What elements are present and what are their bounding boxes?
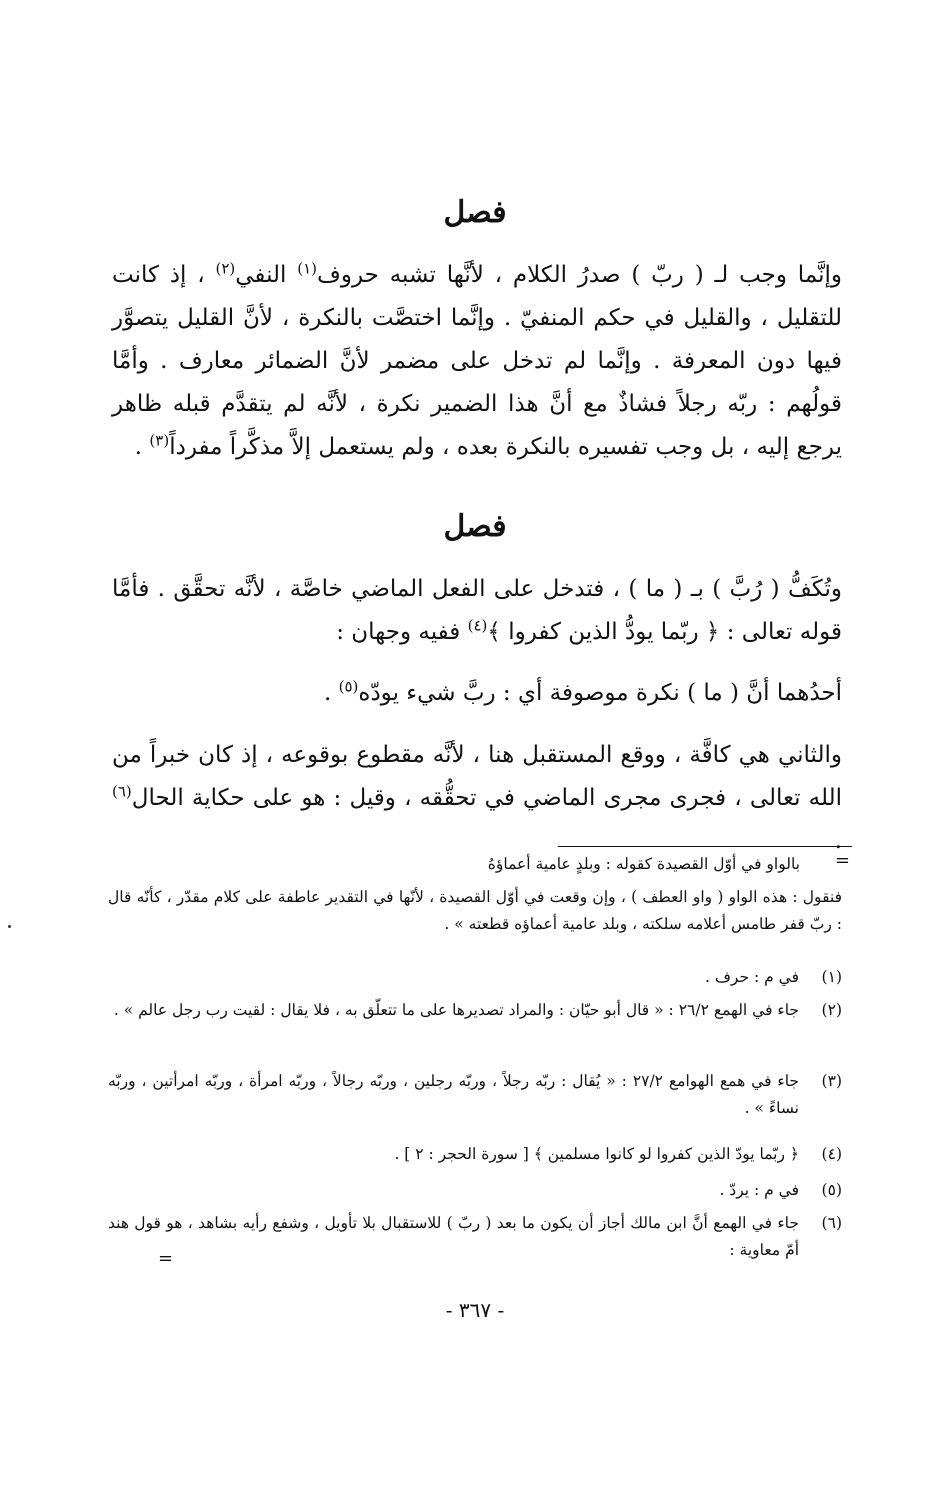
paragraph-3-text-b: . (323, 680, 332, 706)
paragraph-4 (112, 734, 842, 863)
paragraph-2-text-a: وتُكَفُّ ( رُبَّ ) بـ ( ما ) ، فتدخل على الفعل الماضي خاصَّة ، لأنَّه تحقَّق . فأمَّا قوله تعالى : ﴿ ربّما يودُّ الذين كفروا ﴾ (112, 576, 842, 645)
section-heading-1: فصل (443, 195, 507, 230)
paragraph-2 (112, 568, 842, 654)
scan-speck (8, 925, 11, 928)
footnote-number: (٢) (821, 1001, 842, 1019)
footnote-text: في م : يردّ . (719, 1181, 799, 1199)
footnote-ref-3: (٣) (149, 431, 170, 450)
paragraph-1-text-a: وإنَّما وجب لـ ( ربّ ) صدرُ الكلام ، لأنَّها تشبه حروف (317, 262, 843, 288)
footnote-ref-5: (٥) (338, 677, 359, 696)
paragraph-4-text-a: والثاني هي كافَّة ، ووقع المستقبل هنا ، لأنَّه مقطوع بوقوعه ، إذ كان خبراً من الله تعالى ، فجرى مجرى الماضي في تحقُّقه ، وقيل : هو على حكاية الحال (112, 742, 842, 811)
paragraph-3 (112, 672, 842, 715)
paragraph-1 (112, 254, 842, 469)
paragraph-3-text-a: أحدُهما أنَّ ( ما ) نكرة موصوفة أي : ربَّ شيء يودّه (358, 680, 842, 706)
footnote-number: (٦) (821, 1214, 842, 1232)
footnote-6 (108, 1210, 842, 1264)
footnote-1 (108, 964, 842, 991)
paragraph-1-text-c: ، إذ كانت للتقليل ، والقليل في حكم المنفيّ . وإنَّما اختصَّت بالنكرة ، لأنَّ القليل يتصوَّر فيها دون المعرفة . وإنَّما لم تدخل على مضمر لأنَّ الضمائر معارف . وأمَّا قولُهم : ربّه رجلاً فشاذٌ مع أنَّ هذا الضمير نكرة ، لأنَّه لم يتقدَّم قبله ظاهر يرجع إليه ، بل وجب تفسيره بالنكرة بعده ، ولم يستعمل إلاَّ مذكَّراً مفرداً (112, 262, 842, 460)
footnote-number: (٤) (821, 1145, 842, 1163)
footnote-separator (558, 846, 852, 847)
footnote-3 (108, 1068, 842, 1122)
continuation-mark-top: = (834, 850, 850, 871)
footnote-number: (٣) (821, 1072, 842, 1090)
paragraph-4-text-b: . (834, 828, 842, 854)
paragraph-1-text-d: . (134, 434, 143, 460)
footnote-text: ﴿ ربّما يودّ الذين كفروا لو كانوا مسلمين ﴾ [ سورة الحجر : ٢ ] . (394, 1145, 799, 1163)
footnote-ref-2: (٢) (215, 259, 236, 278)
footnote-continuation-2: فنقول : هذه الواو ( واو العطف ) ، وإن وقعت في أوّل القصيدة ، لأنّها في التقدير عاطفة على كلام مقدّر ، كأنّه قال : ربّ قفر طامس أعلامه سلكته ، وبلد عامية أعماؤه قطعته » . (108, 888, 842, 933)
continuation-mark-bottom: = (158, 1248, 174, 1269)
paragraph-1-text-b: النفي (235, 262, 287, 288)
footnote-text: جاء في الهمع ٢٦/٢ : « قال أبو حيّان : والمراد تصديرها على ما تتعلّق به ، فلا يقال : لقيت رب رجل عالم » . (113, 1001, 799, 1019)
footnote-text: جاء في همع الهوامع ٢٧/٢ : « يُقال : ربّه رجلاً ، وربّه رجلين ، وربّه رجالاً ، وربّه امرأة ، وربّه امرأتين ، وربّه نساءً » . (108, 1072, 799, 1117)
footnote-2 (108, 997, 842, 1024)
page-number: - ٣٦٧ - (445, 1298, 505, 1322)
footnote-ref-4: (٤) (467, 616, 488, 635)
paragraph-2-text-b: ففيه وجهان : (336, 619, 461, 645)
footnote-4 (108, 1141, 842, 1168)
footnote-continuation-1: بالواو في أوّل القصيدة كقوله : وبلدٍ عامية أعماؤهُ (487, 855, 800, 873)
footnote-ref-1: (١) (297, 259, 318, 278)
footnote-5 (108, 1177, 842, 1204)
footnote-text: جاء في الهمع أنَّ ابن مالك أجاز أن يكون ما بعد ( ربّ ) للاستقبال بلا تأويل ، وشفع رأيه بشاهد ، هو قول هند أمّ معاوية : (108, 1214, 799, 1259)
footnote-number: (١) (821, 968, 842, 986)
footnote-text: في م : حرف . (705, 968, 799, 986)
footnote-number: (٥) (821, 1181, 842, 1199)
section-heading-2: فصل (443, 509, 507, 544)
footnote-ref-6: (٦) (112, 782, 132, 801)
